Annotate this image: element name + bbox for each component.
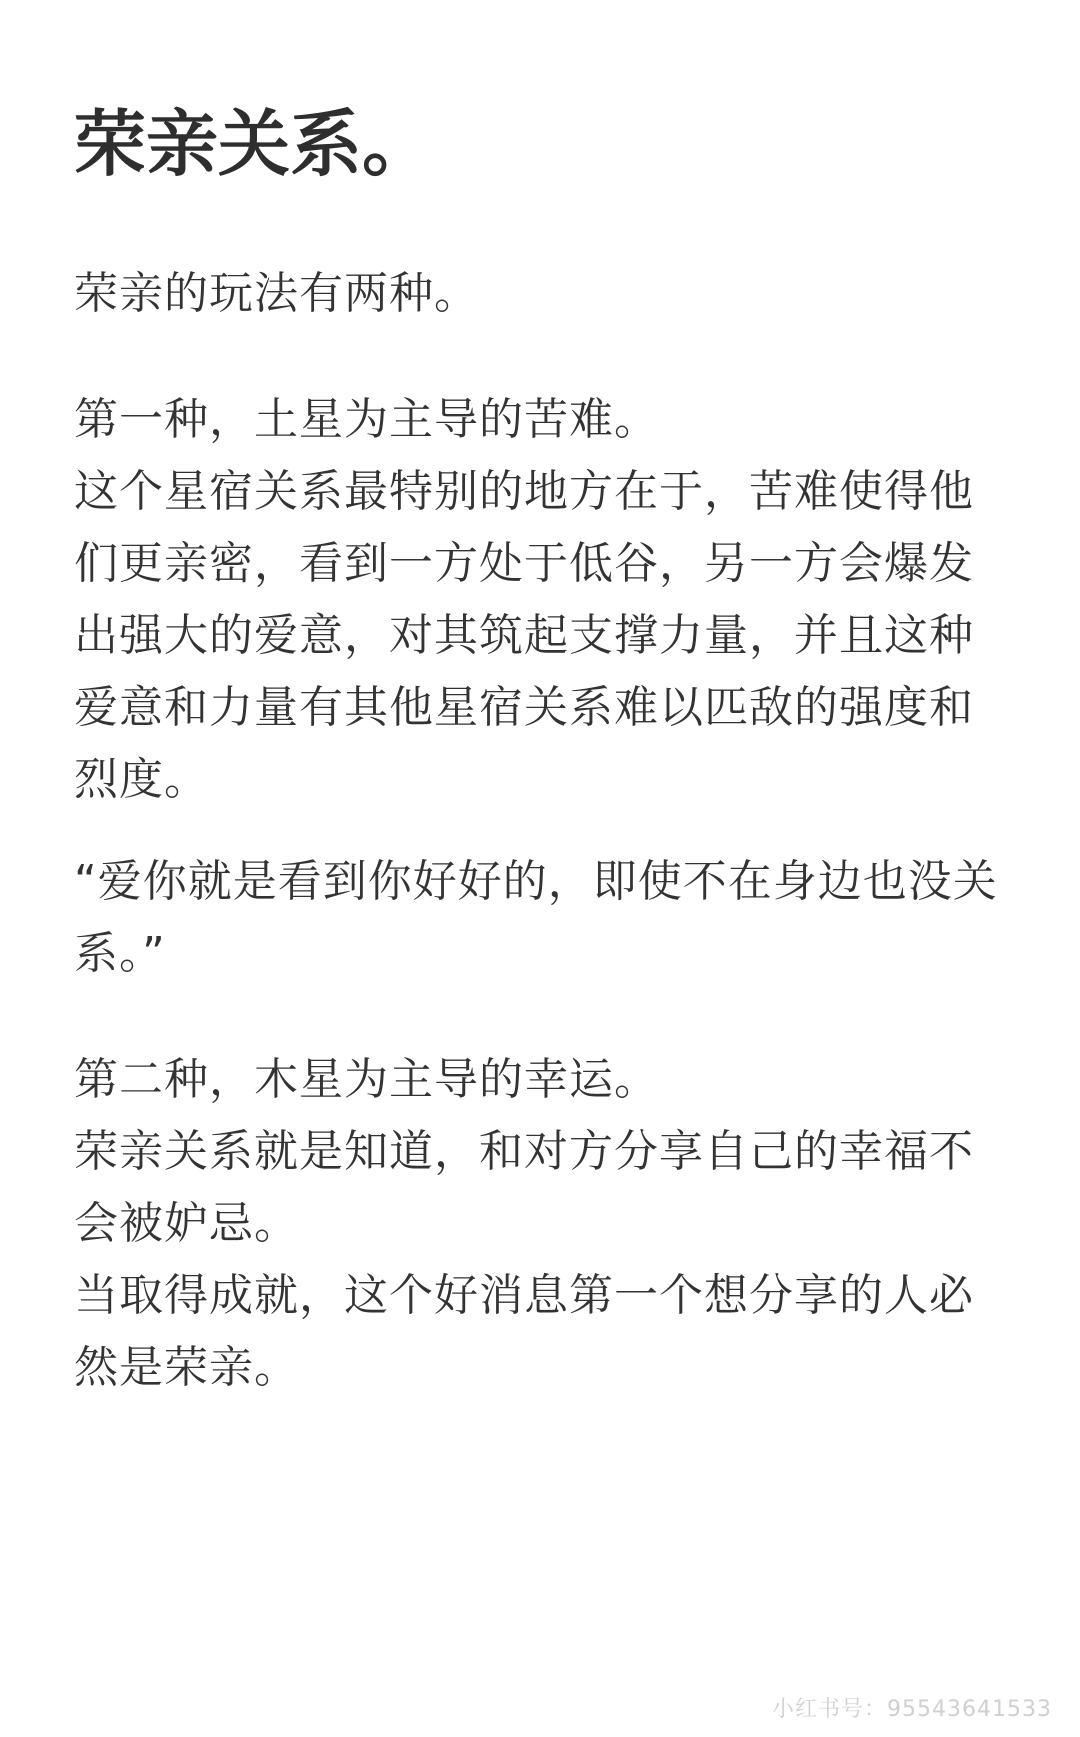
section-two-heading: 第二种，木星为主导的幸运。 bbox=[74, 1054, 659, 1105]
page-title: 荣亲关系。 bbox=[74, 102, 435, 186]
text-line: 会被妒忌。 bbox=[74, 1198, 299, 1249]
text-line: 烈度。 bbox=[74, 754, 209, 805]
section-one-heading: 第一种，土星为主导的苦难。 bbox=[74, 394, 659, 445]
text-line: 荣亲关系就是知道，和对方分享自己的幸福不 bbox=[74, 1126, 974, 1177]
text-line: 出强大的爱意，对其筑起支撑力量，并且这种 bbox=[74, 610, 974, 661]
text-line: 当取得成就，这个好消息第一个想分享的人必 bbox=[74, 1270, 974, 1321]
text-line: 然是荣亲。 bbox=[74, 1342, 299, 1393]
section-two-paragraph bbox=[74, 1044, 1034, 1404]
section-one-paragraph bbox=[74, 384, 1034, 816]
intro-paragraph bbox=[74, 258, 1034, 330]
quote-paragraph bbox=[74, 846, 1034, 990]
quote-line: 系。” bbox=[74, 928, 166, 979]
intro-line: 荣亲的玩法有两种。 bbox=[74, 268, 479, 319]
text-line: 爱意和力量有其他星宿关系难以匹敌的强度和 bbox=[74, 682, 974, 733]
quote-line: “爱你就是看到你好好的，即使不在身边也没关 bbox=[74, 856, 998, 907]
text-line: 们更亲密，看到一方处于低谷，另一方会爆发 bbox=[74, 538, 974, 589]
text-line: 这个星宿关系最特别的地方在于，苦难使得他 bbox=[74, 466, 974, 517]
watermark: 小红书号：95543641533 bbox=[772, 1697, 1052, 1722]
